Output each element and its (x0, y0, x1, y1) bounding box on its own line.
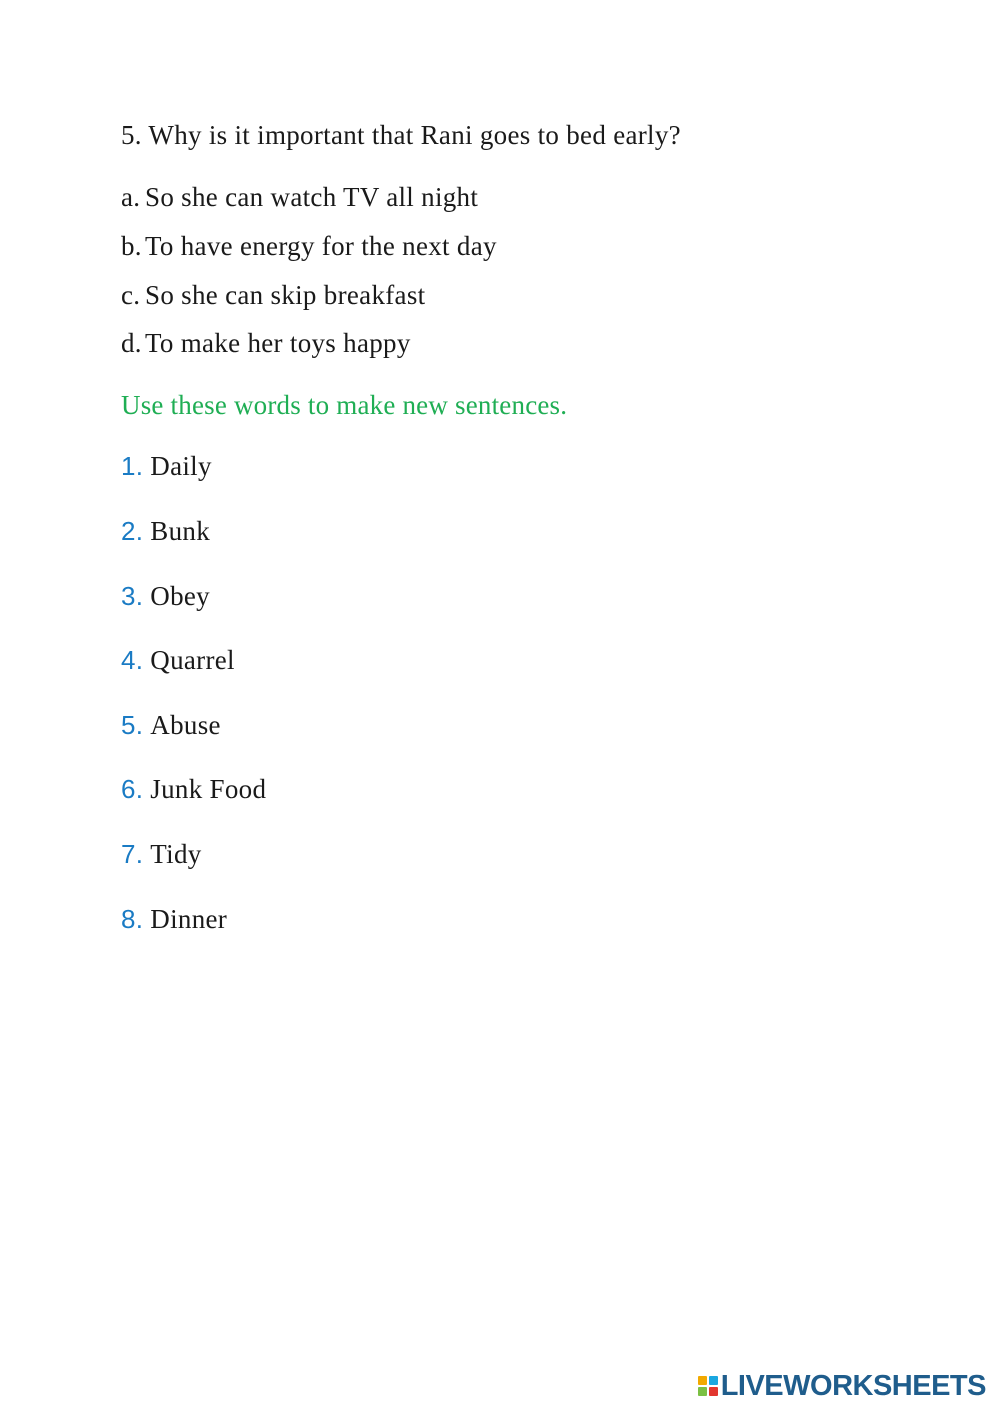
option-d (121, 328, 411, 359)
option-letter: b. (121, 231, 142, 261)
word-number: 2. (121, 516, 144, 546)
word-number: 5. (121, 710, 144, 740)
option-letter: d. (121, 328, 142, 358)
word-item (121, 451, 212, 482)
word-text: Tidy (150, 839, 202, 869)
word-number: 4. (121, 645, 144, 675)
word-item (121, 774, 266, 805)
word-item (121, 581, 210, 612)
logo-square (709, 1376, 718, 1385)
word-text: Abuse (150, 710, 221, 740)
liveworksheets-logo[interactable] (698, 1368, 986, 1404)
option-b (121, 231, 497, 262)
word-text: Quarrel (150, 645, 235, 675)
liveworksheets-mark-icon (698, 1376, 718, 1396)
option-text: So she can skip breakfast (145, 280, 426, 310)
option-text: To make her toys happy (145, 328, 411, 358)
word-text: Bunk (150, 516, 211, 546)
logo-text: LIVEWORKSHEETS (720, 1369, 986, 1402)
word-number: 7. (121, 839, 144, 869)
word-number: 6. (121, 774, 144, 804)
word-number: 3. (121, 581, 144, 611)
option-a (121, 182, 478, 213)
logo-square (698, 1387, 707, 1396)
word-item (121, 904, 227, 935)
option-c (121, 280, 425, 311)
question-text: 5. Why is it important that Rani goes to bed early? (121, 120, 681, 150)
word-item (121, 645, 235, 676)
option-letter: a. (121, 182, 141, 212)
word-item (121, 516, 210, 547)
word-number: 8. (121, 904, 144, 934)
option-text: To have energy for the next day (145, 231, 497, 261)
logo-square (698, 1376, 707, 1385)
word-text: Junk Food (150, 774, 267, 804)
word-text: Daily (150, 451, 212, 481)
word-text: Dinner (150, 904, 228, 934)
word-item (121, 710, 221, 741)
option-text: So she can watch TV all night (145, 182, 479, 212)
section-instruction: Use these words to make new sentences. (121, 390, 568, 420)
word-number: 1. (121, 451, 144, 481)
logo-square (709, 1387, 718, 1396)
option-letter: c. (121, 280, 141, 310)
word-text: Obey (150, 581, 210, 611)
word-item (121, 839, 202, 870)
